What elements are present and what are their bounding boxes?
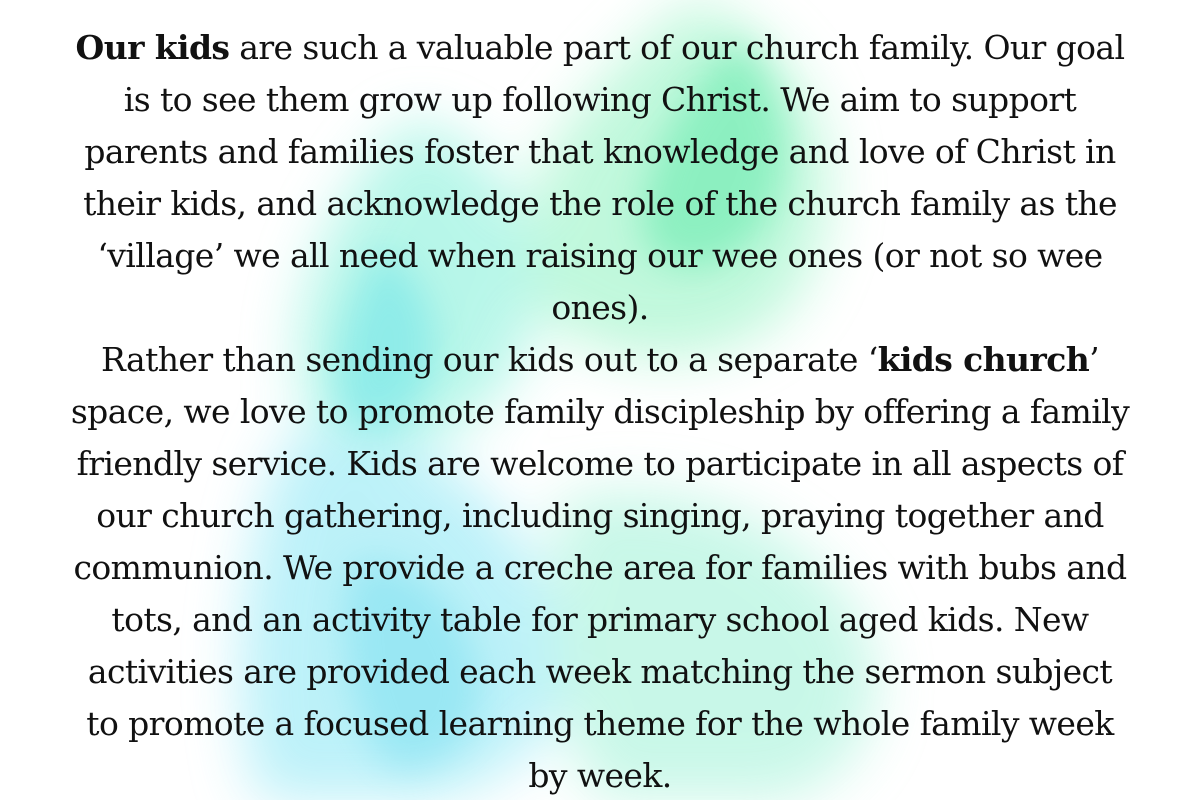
kids-church-bold: kids church [877, 340, 1090, 379]
paragraph-family-service [70, 334, 1130, 800]
our-kids-bold: Our kids [75, 28, 230, 67]
paragraph-our-kids-body: are such a valuable part of our church family. Our goal is to see them grow up following Christ. We aim to support parents and families foster that knowledge and love of Christ in their kids, and acknowledge the role of the church family as the ‘village’ we all need when raising our wee ones (or not so wee ones). [83, 28, 1125, 327]
paragraph-our-kids [70, 22, 1130, 334]
paragraph-family-service-intro: Rather than sending our kids out to a separate ‘ [101, 340, 878, 379]
paragraph-family-service-body: ’ space, we love to promote family discipleship by offering a family friendly service. Kids are welcome to participate in all aspects of our church gathering, including singing, praying together and communion. We provide a creche area for families with bubs and tots, and an activity table for primary school aged kids. New activities are provided each week matching the sermon subject to promote a focused learning theme for the whole family week by week. [70, 340, 1130, 795]
kids-ministry-text [70, 22, 1130, 800]
